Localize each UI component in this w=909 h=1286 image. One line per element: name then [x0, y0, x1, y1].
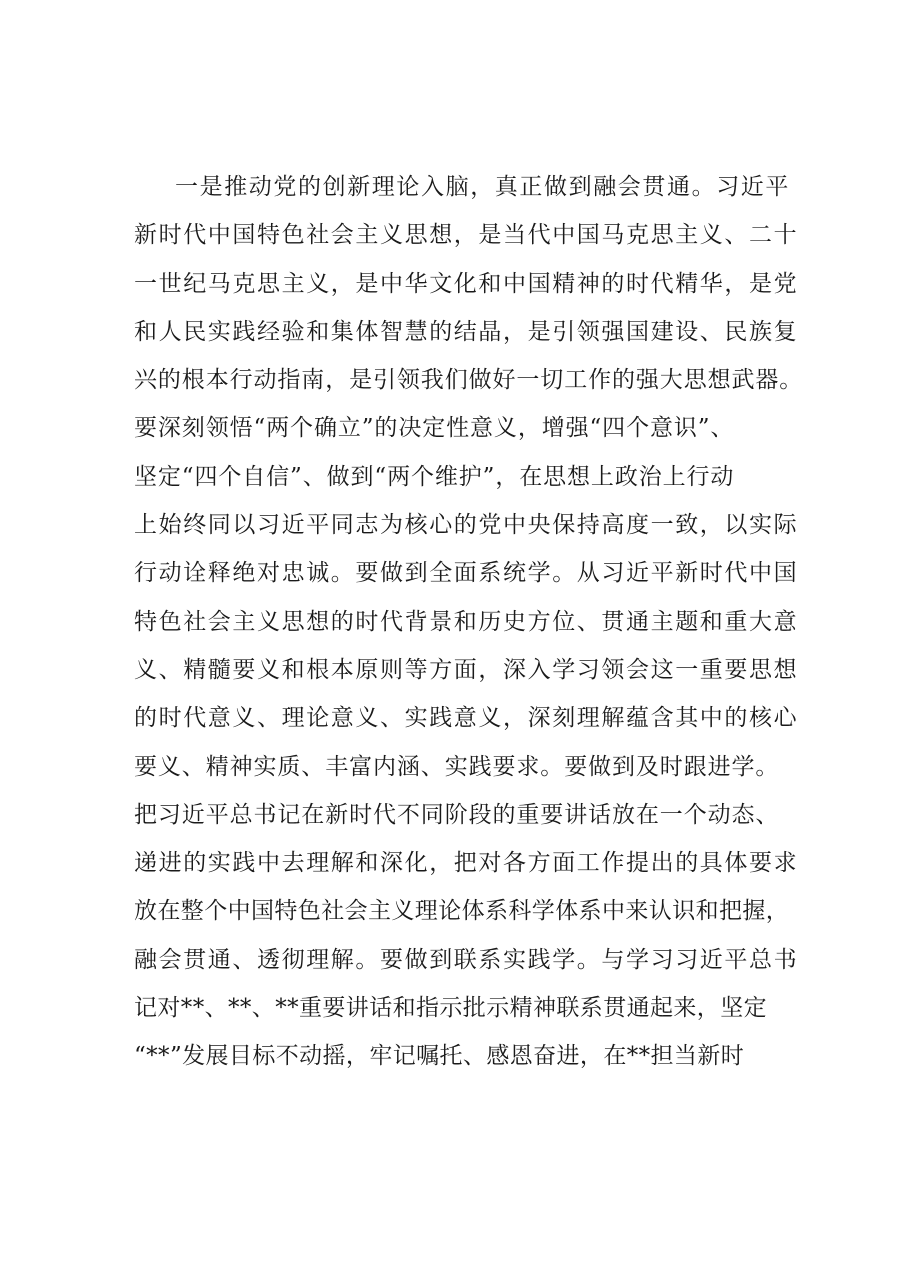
paragraph-line: 放在整个中国特色社会主义理论体系科学体系中来认识和把握，: [134, 898, 790, 925]
paragraph-line: 兴的根本行动指南，是引领我们做好一切工作的强大思想武器。: [134, 367, 804, 394]
paragraph-line: 一世纪马克思主义，是中华文化和中国精神的时代精华，是党: [134, 270, 799, 297]
paragraph-line: 融会贯通、透彻理解。要做到联系实践学。与学习习近平总书: [134, 946, 799, 973]
paragraph-line: 义、精髓要义和根本原则等方面，深入学习领会这一重要思想: [134, 656, 799, 683]
paragraph-line: 特色社会主义思想的时代背景和历史方位、贯通主题和重大意: [134, 608, 799, 635]
paragraph-line: 的时代意义、理论意义、实践意义，深刻理解蕴含其中的核心: [134, 705, 799, 732]
paragraph-line: 坚定“四个自信”、做到“两个维护”，在思想上政治上行动: [134, 463, 735, 490]
paragraph-line: 上始终同以习近平同志为核心的党中央保持高度一致，以实际: [134, 512, 799, 539]
paragraph-line: 新时代中国特色社会主义思想，是当代中国马克思主义、二十: [134, 222, 799, 249]
paragraph-line: 记对**、**、**重要讲话和指示批示精神联系贯通起来，坚定: [134, 995, 767, 1022]
body-paragraph: [134, 163, 804, 1081]
paragraph-line: 行动诠释绝对忠诚。要做到全面系统学。从习近平新时代中国: [134, 560, 799, 587]
paragraph-line: 要义、精神实质、丰富内涵、实践要求。要做到及时跟进学。: [134, 753, 780, 780]
paragraph-line: 递进的实践中去理解和深化，把对各方面工作提出的具体要求: [134, 850, 799, 877]
paragraph-line: 把习近平总书记在新时代不同阶段的重要讲话放在一个动态、: [134, 801, 780, 828]
paragraph-line: 和人民实践经验和集体智慧的结晶，是引领强国建设、民族复: [134, 318, 799, 345]
paragraph-line: “**”发展目标不动摇，牢记嘱托、感恩奋进，在**担当新时: [134, 1043, 745, 1070]
paragraph-line: 要深刻领悟“两个确立”的决定性意义，增强“四个意识”、: [134, 415, 735, 442]
paragraph-line: 一是推动党的创新理论入脑，真正做到融会贯通。习近平: [175, 174, 790, 200]
